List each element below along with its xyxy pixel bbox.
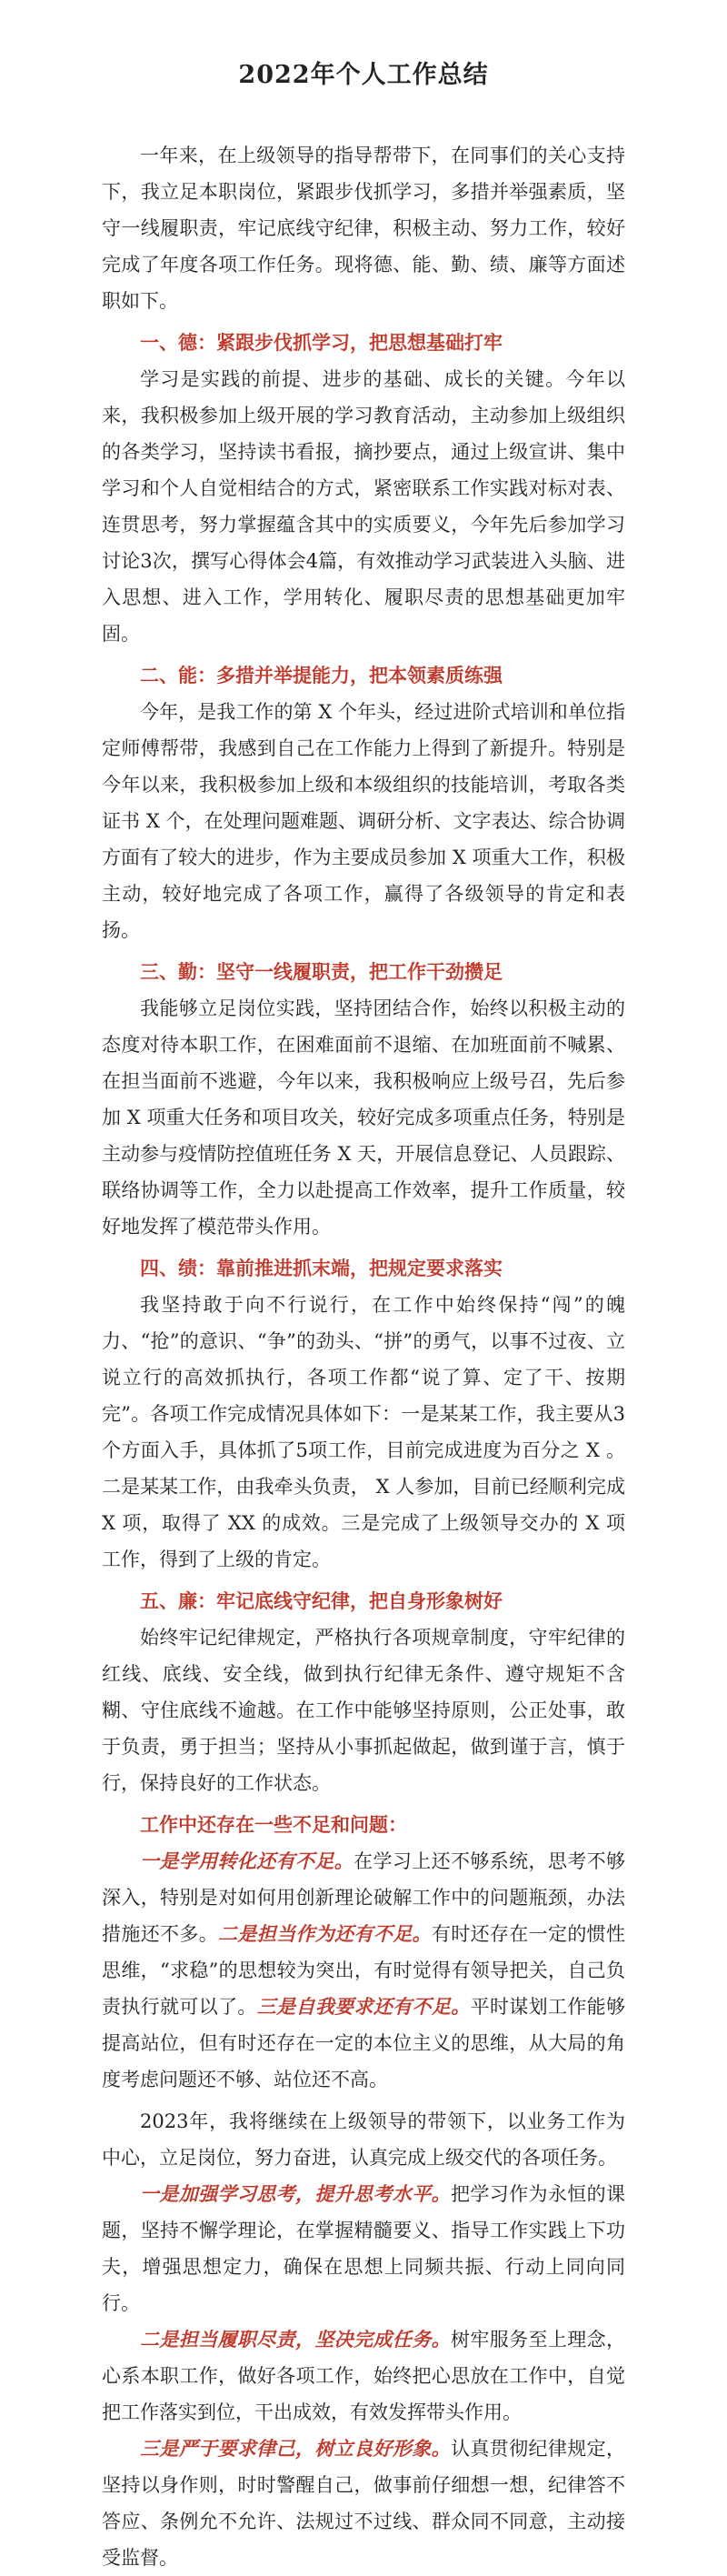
plan-lead: 三是严于要求律己，树立良好形象。	[140, 2437, 451, 2460]
intro-paragraph: 一年来，在上级领导的指导帮带下，在同事们的关心支持下，我立足本职岗位，紧跟步伐抓学习，多措并举强素质，坚守一线履职责，牢记底线守纪律，积极主动、努力工作，较好完成了年度各项工作任务。现将德、能、勤、绩、廉等方面述职如下。	[102, 145, 625, 312]
plan-lead: 一是加强学习思考，提升思考水平。	[140, 2182, 451, 2205]
section-body: 今年，是我工作的第 X 个年头，经过进阶式培训和单位指定师傅帮带，我感到自己在工作能力上得到了新提升。特别是今年以来，我积极参加上级和本级组织的技能培训，考取各类证书 X 个，在处理问题难题、调研分析、文字表达、综合协调方面有了较大的进步，作为主要成员参加 X 项重大工作，积极主动，较好地完成了各项工作，赢得了各级领导的肯定和表扬。	[102, 701, 625, 941]
section-heading: 四、绩：靠前推进抓末端，把规定要求落实	[140, 1257, 503, 1279]
problems-heading: 工作中还存在一些不足和问题：	[140, 1813, 407, 1836]
section-qin	[102, 954, 625, 1245]
problems-section	[102, 1807, 625, 2098]
section-lian	[102, 1583, 625, 1801]
section-ji	[102, 1250, 625, 1578]
problem-text: 平时谋划工作能够提高站位，但有时还存在一定的本位主义的思维，从大局的角度考虑问题还不够、站位还不高。	[102, 1996, 626, 2090]
problem-text: 在学习上还不够系统，思考不够深入，特别是对如何用创新理论破解工作中的问题瓶颈，办法措施还不多。	[102, 1850, 625, 1945]
problems-body	[102, 1843, 625, 2098]
problem-lead: 三是自我要求还有不足。	[256, 1995, 471, 2018]
section-heading: 二、能：多措并举提能力，把本领素质练强	[140, 664, 503, 687]
section-body: 学习是实践的前提、进步的基础、成长的关键。今年以来，我积极参加上级开展的学习教育活动，主动参加上级组织的各类学习，坚持读书看报，摘抄要点，通过上级宣讲、集中学习和个人自觉相结合的方式，紧密联系工作实践对标对表、连贯思考，努力掌握蕴含其中的实质要义，今年先后参加学习讨论3次，撰写心得体会4篇，有效推动学习武装进入头脑、进入思想、进入工作，学用转化、履职尽责的思想基础更加牢固。	[102, 368, 625, 645]
section-body: 我坚持敢于向不行说行，在工作中始终保持“闯”的魄力、“抢”的意识、“争”的劲头、“拼”的勇气，以事不过夜、立说立行的高效抓执行，各项工作都“说了算、定了干、按期完”。各项工作完成情况具体如下：一是某某工作，我主要从3个方面入手，具体抓了5项工作，目前完成进度为百分之 X 。二是某某工作，由我牵头负责， X 人参加，目前已经顺利完成 X 项，取得了 XX 的成效。三是完成了上级领导交办的 X 项工作，得到了上级的肯定。	[102, 1294, 625, 1570]
section-heading: 一、德：紧跟步伐抓学习，把思想基础打牢	[140, 331, 503, 354]
plan-item	[102, 2321, 625, 2431]
plan-text: 认真贯彻纪律规定，坚持以身作则，时时警醒自己，做事前仔细想一想，纪律答不答应、条例允不允许、法规过不过线、群众同不同意，主动接受监督。	[102, 2438, 625, 2569]
plan-item	[102, 2431, 625, 2576]
plan-text: 把学习作为永恒的课题，坚持不懈学理论，在掌握精髓要义、指导工作实践上下功夫，增强思想定力，确保在思想上同频共振、行动上同向同行。	[102, 2183, 625, 2314]
section-heading: 五、廉：牢记底线守纪律，把自身形象树好	[140, 1589, 503, 1612]
plan-lead: 二是担当履职尽责，坚决完成任务。	[140, 2328, 451, 2350]
problem-text: 有时还存在一定的惯性思维，“求稳”的思想较为突出，有时觉得有领导把关，自己负责执行就可以了。	[102, 1923, 626, 2018]
problem-lead: 一是学用转化还有不足。	[140, 1849, 354, 1872]
section-heading: 三、勤：坚守一线履职责，把工作干劲攒足	[140, 960, 503, 983]
plan-item	[102, 2176, 625, 2321]
problem-lead: 二是担当作为还有不足。	[218, 1922, 432, 1945]
section-body: 我能够立足岗位实践，坚持团结合作，始终以积极主动的态度对待本职工作，在困难面前不退缩、在加班面前不喊累、在担当面前不逃避，今年以来，我积极响应上级号召，先后参加 X 项重大任务和项目攻关，较好完成多项重点任务，特别是主动参与疫情防控值班任务 X 天，开展信息登记、人员跟踪、联络协调等工作，全力以赴提高工作效率，提升工作质量，较好地发挥了模范带头作用。	[102, 997, 625, 1238]
plan-intro: 2023年，我将继续在上级领导的带领下，以业务工作为中心，立足岗位，努力奋进，认真完成上级交代的各项任务。	[102, 2110, 625, 2169]
plan-text: 树牢服务至上理念，心系本职工作，做好各项工作，始终把心思放在工作中，自觉把工作落实到位，干出成效，有效发挥带头作用。	[102, 2329, 625, 2423]
section-de	[102, 325, 625, 652]
document-title: 2022年个人工作总结	[238, 61, 489, 89]
section-body: 始终牢记纪律规定，严格执行各项规章制度，守牢纪律的红线、底线、安全线，做到执行纪律无条件、遵守规矩不含糊、守住底线不逾越。在工作中能够坚持原则，公正处事，敢于负责，勇于担当；坚持从小事抓起做起，做到谨于言，慎于行，保持良好的工作状态。	[102, 1627, 625, 1794]
section-neng	[102, 657, 625, 948]
plan-section	[102, 2103, 625, 2576]
